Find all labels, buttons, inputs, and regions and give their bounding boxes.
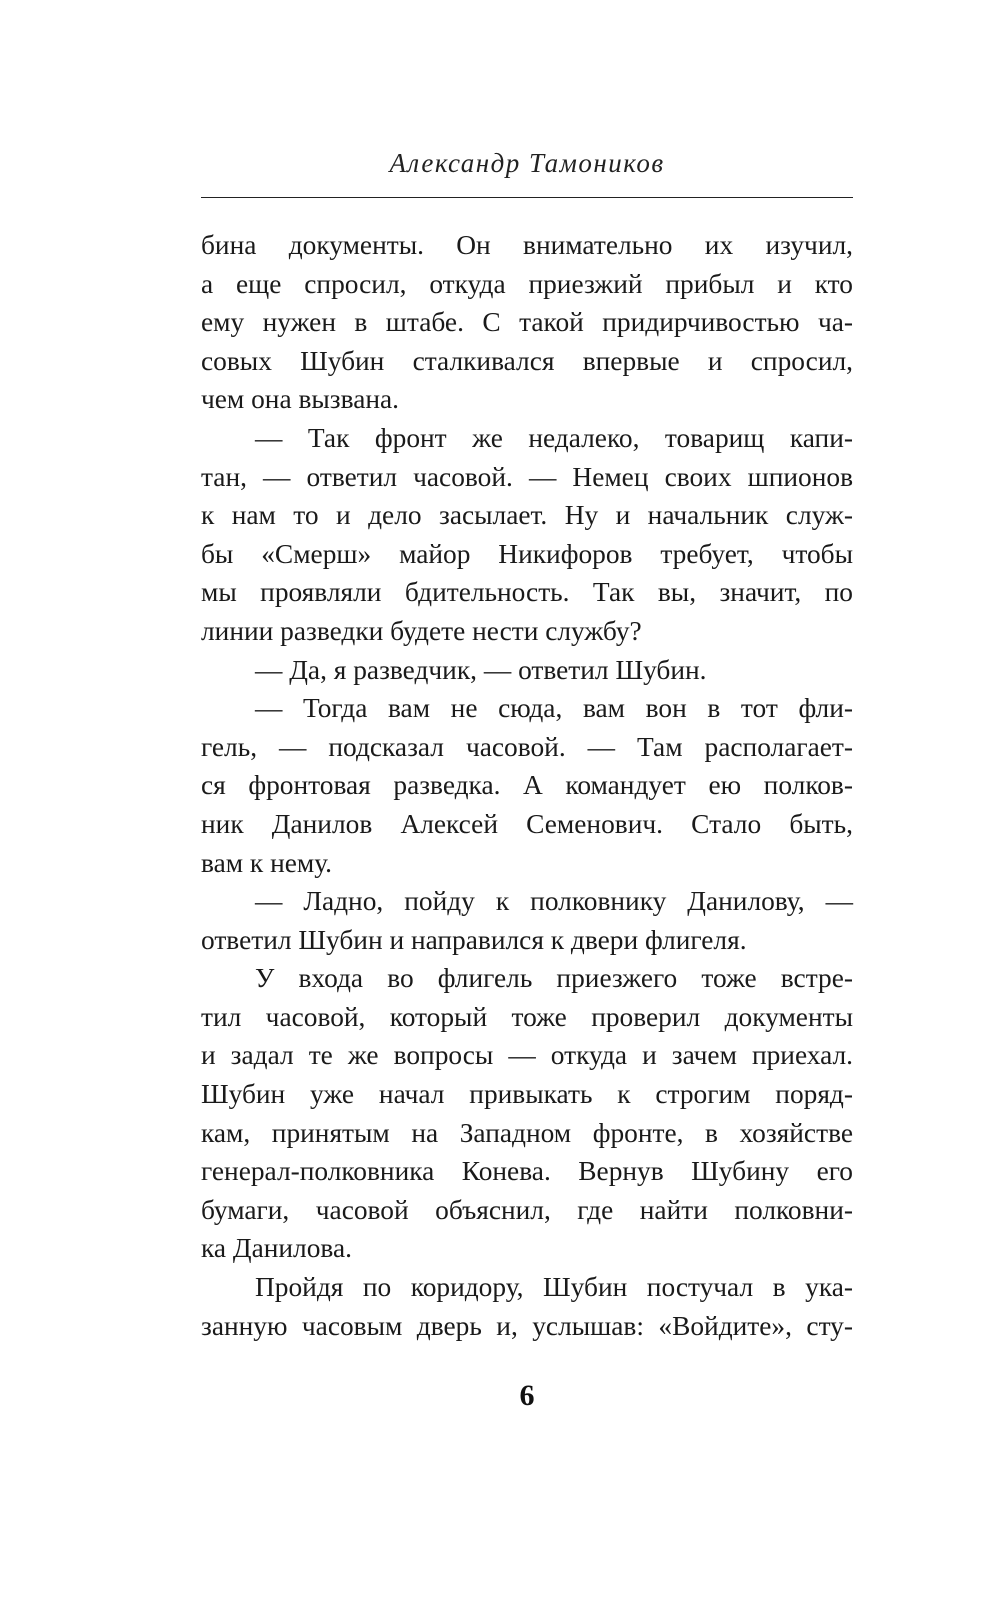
page-number: 6 [519, 1379, 535, 1412]
text-line: вам к нему. [201, 847, 333, 878]
text-line: Шубин уже начал привыкать к строгим поряд- [201, 1079, 853, 1110]
text-line: — Так фронт же недалеко, товарищ капи- [255, 422, 853, 453]
text-line: генерал-полковника Конева. Вернув Шубину его [201, 1156, 853, 1187]
running-header-author: Александр Тамоников [389, 148, 665, 178]
text-line: — Да, я разведчик, — ответил Шубин. [255, 654, 707, 685]
text-line: — Тогда вам не сюда, вам вон в тот фли- [255, 693, 853, 724]
text-line: ся фронтовая разведка. А командует ею полков- [201, 770, 853, 801]
text-line: мы проявляли бдительность. Так вы, значит, по [201, 577, 853, 608]
text-line: чем она вызвана. [201, 384, 400, 415]
text-line: ник Данилов Алексей Семенович. Стало быть, [201, 808, 853, 839]
text-line: гель, — подсказал часовой. — Там располагает- [201, 731, 853, 762]
text-line: тил часовой, который тоже проверил документы [201, 1001, 853, 1032]
text-line: ка Данилова. [201, 1233, 352, 1264]
header-rule [201, 197, 853, 198]
text-line: — Ладно, пойду к полковнику Данилову, — [255, 886, 853, 917]
text-line: У входа во флигель приезжего тоже встре- [255, 963, 853, 994]
text-line: занную часовым дверь и, услышав: «Войдите», сту- [201, 1310, 853, 1341]
text-line: бы «Смерш» майор Никифоров требует, чтобы [201, 538, 853, 569]
text-line: ему нужен в штабе. С такой придирчивостью ча- [201, 307, 853, 338]
text-line: бина документы. Он внимательно их изучил, [201, 230, 853, 260]
text-line: кам, принятым на Западном фронте, в хозяйстве [201, 1117, 853, 1148]
text-line: и задал те же вопросы — откуда и зачем приехал. [201, 1040, 853, 1071]
body-text [201, 226, 853, 1345]
text-line: совых Шубин сталкивался впервые и спросил, [201, 345, 853, 376]
text-line: ответил Шубин и направился к двери флигеля. [201, 924, 747, 955]
text-line: к нам то и дело засылает. Ну и начальник служ- [201, 500, 853, 531]
text-line: а еще спросил, откуда приезжий прибыл и кто [201, 268, 853, 299]
text-line: линии разведки будете нести службу? [201, 615, 642, 646]
text-line: тан, — ответил часовой. — Немец своих шпионов [201, 461, 853, 492]
text-line: бумаги, часовой объяснил, где найти полковни- [201, 1194, 853, 1225]
text-line: Пройдя по коридору, Шубин постучал в ука- [255, 1272, 853, 1303]
